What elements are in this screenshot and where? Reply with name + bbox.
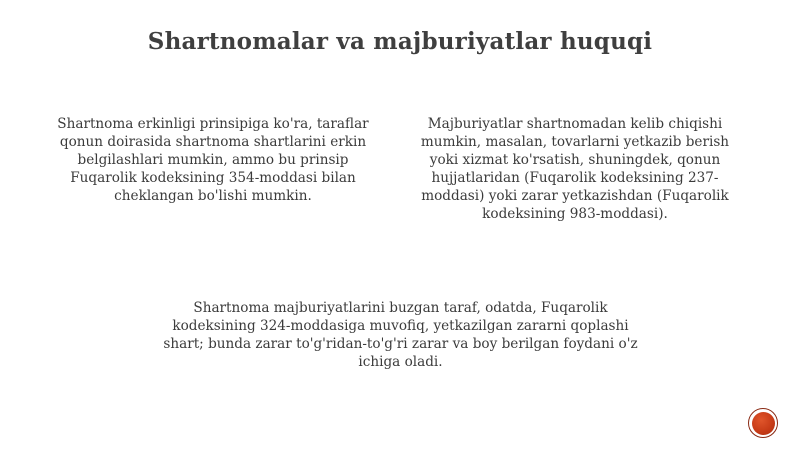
- circle-button-icon: [752, 412, 775, 435]
- paragraph-contract-freedom: Shartnoma erkinligi prinsipiga ko'ra, taraflar qonun doirasida shartnoma shartlarini erkin belgilashlari mumkin, ammo bu prinsip Fuqarolik kodeksining 354-moddasi bilan cheklangan bo'lishi mumkin.: [57, 116, 369, 204]
- paragraph-damages-compensation: Shartnoma majburiyatlarini buzgan taraf, odatda, Fuqarolik kodeksining 324-moddasiga muvofiq, yetkazilgan zararni qoplashi shart; bunda zarar to'g'ridan-to'g'ri zarar va boy berilgan foydani o'z ichiga oladi.: [163, 300, 638, 370]
- paragraph-obligations-sources: Majburiyatlar shartnomadan kelib chiqishi mumkin, masalan, tovarlarni yetkazib berish yoki xizmat ko'rsatish, shuningdek, qonun hujjatlaridan (Fuqarolik kodeksining 237-moddasi) yoki zarar yetkazishdan (Fuqarolik kodeksining 983-moddasi).: [420, 116, 730, 222]
- slide-nav-button[interactable]: [748, 408, 778, 438]
- slide-title: Shartnomalar va majburiyatlar huquqi: [147, 28, 653, 55]
